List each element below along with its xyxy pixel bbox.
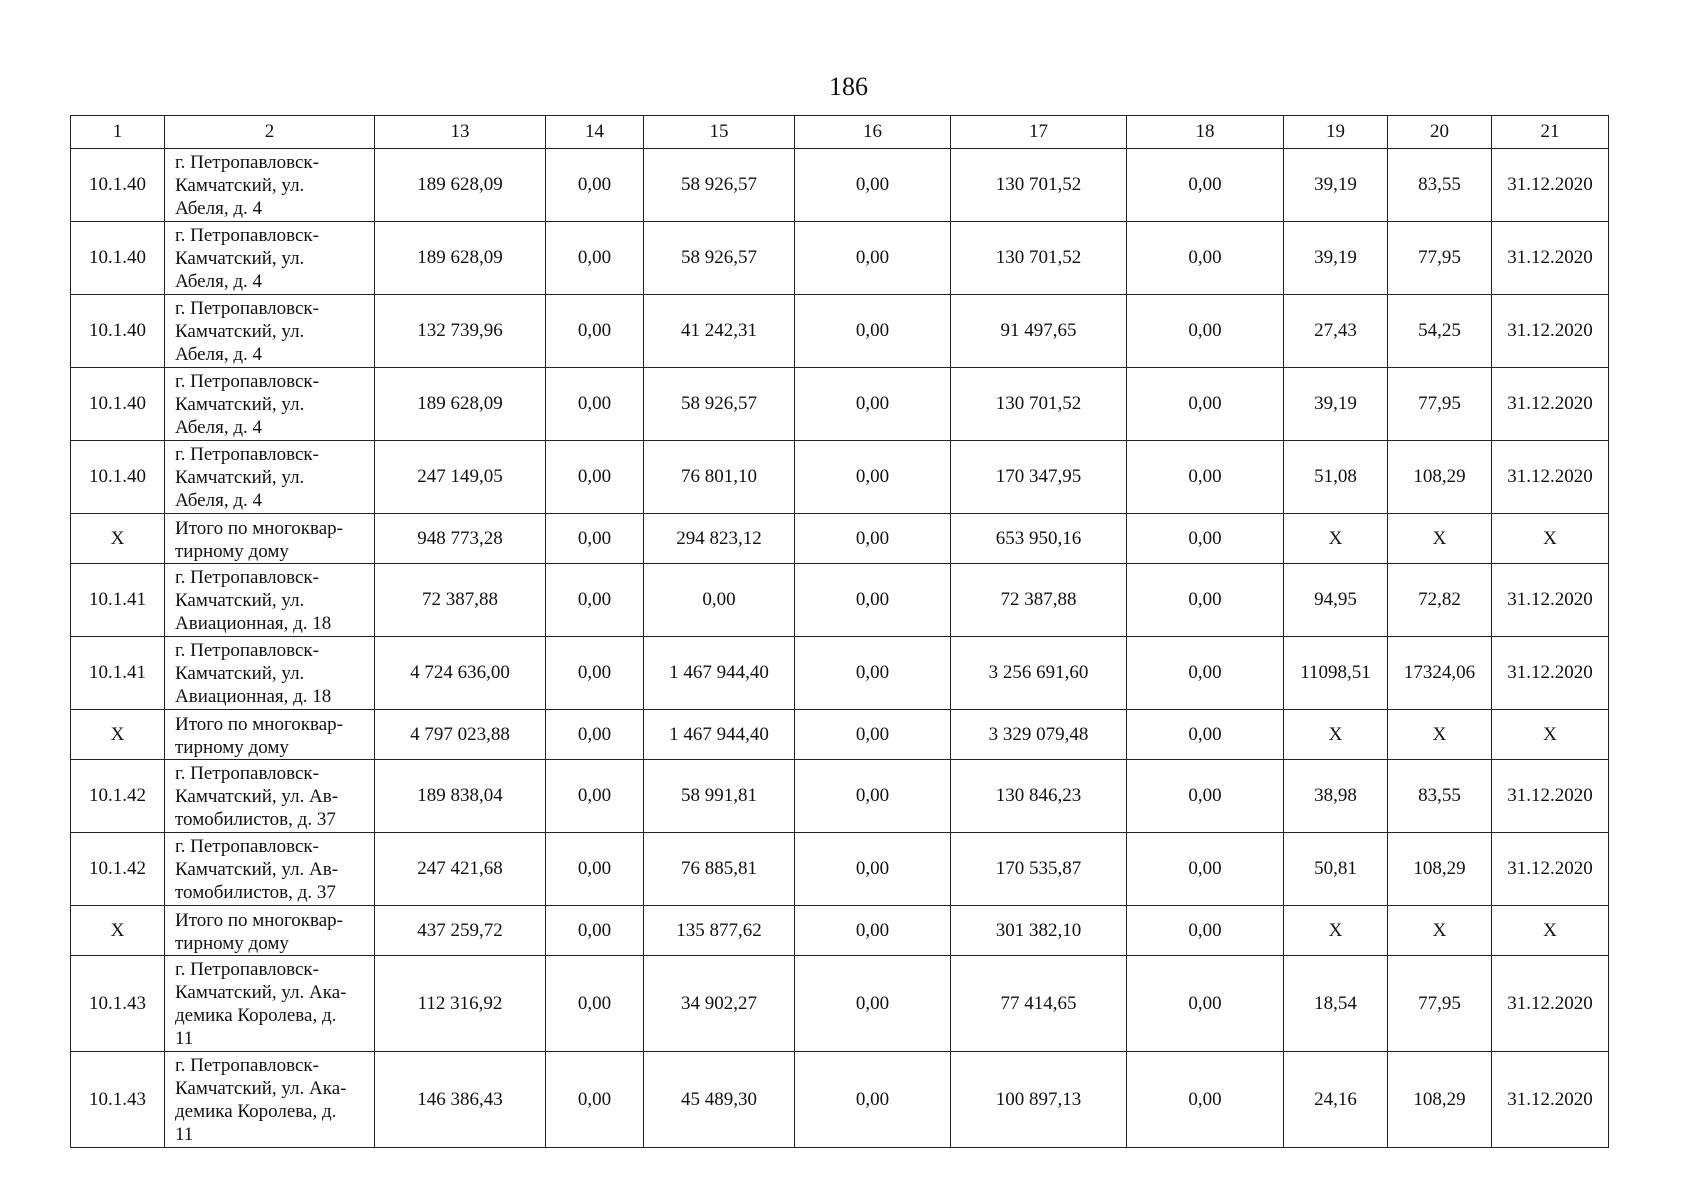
table-row: [71, 760, 1609, 833]
table-cell-col-14: 0,00: [546, 564, 644, 637]
header-cell-col-15: 15: [644, 116, 795, 149]
table-cell-col-13: 132 739,96: [375, 295, 546, 368]
table-cell-col-2: г. Петропавловск- Камчатский, ул. Авиационная, д. 18: [165, 564, 375, 637]
table-row: [71, 1052, 1609, 1148]
table-cell-col-14: 0,00: [546, 441, 644, 514]
table-cell-col-1: 10.1.40: [71, 441, 165, 514]
table-cell-col-2: Итого по многоквар- тирному дому: [165, 514, 375, 564]
table-cell-col-13: 4 797 023,88: [375, 710, 546, 760]
table-cell-col-19: 38,98: [1284, 760, 1388, 833]
table-cell-col-19: 50,81: [1284, 833, 1388, 906]
header-cell-col-14: 14: [546, 116, 644, 149]
table-cell-col-13: 4 724 636,00: [375, 637, 546, 710]
table-row: [71, 710, 1609, 760]
table-cell-col-13: 189 628,09: [375, 149, 546, 222]
table-cell-col-18: 0,00: [1127, 514, 1284, 564]
table-cell-col-20: 77,95: [1388, 222, 1492, 295]
table-cell-col-1: 10.1.42: [71, 833, 165, 906]
table-cell-col-20: 17324,06: [1388, 637, 1492, 710]
table-cell-col-14: 0,00: [546, 760, 644, 833]
table-cell-col-1: 10.1.43: [71, 1052, 165, 1148]
table-cell-col-1: 10.1.40: [71, 222, 165, 295]
table-cell-col-16: 0,00: [795, 906, 951, 956]
table-cell-col-16: 0,00: [795, 637, 951, 710]
table-cell-col-19: 24,16: [1284, 1052, 1388, 1148]
table-cell-col-20: 83,55: [1388, 149, 1492, 222]
table-cell-col-19: 27,43: [1284, 295, 1388, 368]
table-cell-col-17: 3 329 079,48: [951, 710, 1127, 760]
table-cell-col-20: 77,95: [1388, 956, 1492, 1052]
table-cell-col-16: 0,00: [795, 368, 951, 441]
table-cell-col-13: 146 386,43: [375, 1052, 546, 1148]
table-cell-col-15: 135 877,62: [644, 906, 795, 956]
table-cell-col-14: 0,00: [546, 222, 644, 295]
table-cell-col-15: 34 902,27: [644, 956, 795, 1052]
table-cell-col-21: 31.12.2020: [1492, 441, 1609, 514]
table-cell-col-15: 1 467 944,40: [644, 710, 795, 760]
header-cell-col-13: 13: [375, 116, 546, 149]
table-cell-col-2: г. Петропавловск- Камчатский, ул. Абеля, д. 4: [165, 222, 375, 295]
table-cell-col-16: 0,00: [795, 1052, 951, 1148]
table-cell-col-15: 58 926,57: [644, 149, 795, 222]
table-cell-col-20: 72,82: [1388, 564, 1492, 637]
table-cell-col-20: X: [1388, 710, 1492, 760]
table-cell-col-16: 0,00: [795, 833, 951, 906]
table-cell-col-1: 10.1.40: [71, 295, 165, 368]
table-cell-col-13: 189 628,09: [375, 222, 546, 295]
table-cell-col-21: 31.12.2020: [1492, 149, 1609, 222]
table-cell-col-17: 301 382,10: [951, 906, 1127, 956]
table-cell-col-18: 0,00: [1127, 222, 1284, 295]
table-row: [71, 514, 1609, 564]
table-cell-col-15: 58 991,81: [644, 760, 795, 833]
table-cell-col-14: 0,00: [546, 833, 644, 906]
table-cell-col-21: 31.12.2020: [1492, 295, 1609, 368]
table-cell-col-13: 247 421,68: [375, 833, 546, 906]
table-cell-col-21: 31.12.2020: [1492, 637, 1609, 710]
table-cell-col-14: 0,00: [546, 514, 644, 564]
table-cell-col-14: 0,00: [546, 637, 644, 710]
table-cell-col-15: 76 801,10: [644, 441, 795, 514]
table-cell-col-14: 0,00: [546, 710, 644, 760]
table-cell-col-19: X: [1284, 710, 1388, 760]
table-cell-col-13: 189 838,04: [375, 760, 546, 833]
table-cell-col-19: X: [1284, 514, 1388, 564]
table-cell-col-2: г. Петропавловск- Камчатский, ул. Ав- томобилистов, д. 37: [165, 833, 375, 906]
table-cell-col-13: 247 149,05: [375, 441, 546, 514]
table-cell-col-18: 0,00: [1127, 1052, 1284, 1148]
table-cell-col-18: 0,00: [1127, 368, 1284, 441]
table-cell-col-14: 0,00: [546, 1052, 644, 1148]
table-cell-col-17: 653 950,16: [951, 514, 1127, 564]
table-cell-col-18: 0,00: [1127, 637, 1284, 710]
table-cell-col-21: X: [1492, 514, 1609, 564]
table-cell-col-15: 1 467 944,40: [644, 637, 795, 710]
table-cell-col-1: 10.1.43: [71, 956, 165, 1052]
table-cell-col-15: 58 926,57: [644, 368, 795, 441]
table-cell-col-20: X: [1388, 514, 1492, 564]
table-cell-col-19: 51,08: [1284, 441, 1388, 514]
table-cell-col-13: 189 628,09: [375, 368, 546, 441]
table-cell-col-20: 83,55: [1388, 760, 1492, 833]
table-cell-col-20: 108,29: [1388, 441, 1492, 514]
table-cell-col-19: 11098,51: [1284, 637, 1388, 710]
table-cell-col-14: 0,00: [546, 295, 644, 368]
table-cell-col-17: 3 256 691,60: [951, 637, 1127, 710]
table-cell-col-18: 0,00: [1127, 295, 1284, 368]
table-cell-col-1: X: [71, 710, 165, 760]
table-cell-col-2: г. Петропавловск- Камчатский, ул. Ав- томобилистов, д. 37: [165, 760, 375, 833]
table-cell-col-18: 0,00: [1127, 906, 1284, 956]
table-cell-col-18: 0,00: [1127, 760, 1284, 833]
table-cell-col-2: Итого по многоквар- тирному дому: [165, 710, 375, 760]
table-cell-col-17: 91 497,65: [951, 295, 1127, 368]
table-cell-col-18: 0,00: [1127, 710, 1284, 760]
table-cell-col-18: 0,00: [1127, 149, 1284, 222]
table-cell-col-21: 31.12.2020: [1492, 833, 1609, 906]
header-cell-col-20: 20: [1388, 116, 1492, 149]
table-cell-col-20: 77,95: [1388, 368, 1492, 441]
table-cell-col-1: 10.1.40: [71, 368, 165, 441]
table-row: [71, 833, 1609, 906]
table-cell-col-17: 130 701,52: [951, 222, 1127, 295]
table-cell-col-14: 0,00: [546, 149, 644, 222]
table-row: [71, 222, 1609, 295]
table-cell-col-15: 41 242,31: [644, 295, 795, 368]
table-cell-col-16: 0,00: [795, 956, 951, 1052]
table-cell-col-1: 10.1.42: [71, 760, 165, 833]
header-cell-col-19: 19: [1284, 116, 1388, 149]
table-cell-col-17: 170 347,95: [951, 441, 1127, 514]
table-header: [71, 116, 1609, 149]
table-cell-col-16: 0,00: [795, 514, 951, 564]
table-cell-col-21: 31.12.2020: [1492, 222, 1609, 295]
table-cell-col-15: 76 885,81: [644, 833, 795, 906]
table-row: [71, 637, 1609, 710]
table-cell-col-21: 31.12.2020: [1492, 956, 1609, 1052]
table-cell-col-1: 10.1.41: [71, 637, 165, 710]
header-cell-col-18: 18: [1127, 116, 1284, 149]
header-row: [71, 116, 1609, 149]
table-cell-col-19: 39,19: [1284, 222, 1388, 295]
table-cell-col-16: 0,00: [795, 441, 951, 514]
table-cell-col-19: X: [1284, 906, 1388, 956]
table-cell-col-19: 39,19: [1284, 368, 1388, 441]
data-table: [70, 115, 1609, 1148]
table-cell-col-17: 130 701,52: [951, 149, 1127, 222]
table-row: [71, 564, 1609, 637]
table-cell-col-2: г. Петропавловск- Камчатский, ул. Ака- демика Королева, д. 11: [165, 1052, 375, 1148]
table-cell-col-1: X: [71, 514, 165, 564]
table-cell-col-21: 31.12.2020: [1492, 1052, 1609, 1148]
table-cell-col-17: 77 414,65: [951, 956, 1127, 1052]
table-row: [71, 295, 1609, 368]
table-cell-col-2: г. Петропавловск- Камчатский, ул. Авиационная, д. 18: [165, 637, 375, 710]
header-cell-col-16: 16: [795, 116, 951, 149]
table-row: [71, 956, 1609, 1052]
table-cell-col-2: Итого по многоквар- тирному дому: [165, 906, 375, 956]
table-cell-col-16: 0,00: [795, 149, 951, 222]
table-cell-col-20: 108,29: [1388, 833, 1492, 906]
table-cell-col-13: 437 259,72: [375, 906, 546, 956]
table-cell-col-14: 0,00: [546, 368, 644, 441]
page-number: 186: [829, 72, 868, 101]
table-cell-col-17: 130 846,23: [951, 760, 1127, 833]
table-cell-col-13: 112 316,92: [375, 956, 546, 1052]
table-cell-col-2: г. Петропавловск- Камчатский, ул. Ака- демика Королева, д. 11: [165, 956, 375, 1052]
table-cell-col-16: 0,00: [795, 222, 951, 295]
table-cell-col-1: 10.1.41: [71, 564, 165, 637]
table-cell-col-17: 170 535,87: [951, 833, 1127, 906]
table-cell-col-2: г. Петропавловск- Камчатский, ул. Абеля, д. 4: [165, 368, 375, 441]
table-cell-col-21: X: [1492, 906, 1609, 956]
table-cell-col-13: 72 387,88: [375, 564, 546, 637]
table-row: [71, 906, 1609, 956]
header-cell-col-21: 21: [1492, 116, 1609, 149]
table-cell-col-2: г. Петропавловск- Камчатский, ул. Абеля, д. 4: [165, 295, 375, 368]
table-cell-col-17: 72 387,88: [951, 564, 1127, 637]
table-row: [71, 149, 1609, 222]
table-cell-col-15: 58 926,57: [644, 222, 795, 295]
table-cell-col-18: 0,00: [1127, 564, 1284, 637]
table-cell-col-2: г. Петропавловск- Камчатский, ул. Абеля, д. 4: [165, 149, 375, 222]
table-cell-col-20: 108,29: [1388, 1052, 1492, 1148]
table-cell-col-17: 100 897,13: [951, 1052, 1127, 1148]
table-cell-col-15: 0,00: [644, 564, 795, 637]
table-cell-col-13: 948 773,28: [375, 514, 546, 564]
table-cell-col-21: 31.12.2020: [1492, 368, 1609, 441]
table-cell-col-21: X: [1492, 710, 1609, 760]
table-cell-col-2: г. Петропавловск- Камчатский, ул. Абеля, д. 4: [165, 441, 375, 514]
table-cell-col-14: 0,00: [546, 906, 644, 956]
table-cell-col-19: 18,54: [1284, 956, 1388, 1052]
table-cell-col-1: X: [71, 906, 165, 956]
header-cell-col-1: 1: [71, 116, 165, 149]
table-body: [71, 149, 1609, 1148]
table-cell-col-18: 0,00: [1127, 441, 1284, 514]
table-cell-col-17: 130 701,52: [951, 368, 1127, 441]
table-cell-col-18: 0,00: [1127, 833, 1284, 906]
table-cell-col-16: 0,00: [795, 760, 951, 833]
table-cell-col-21: 31.12.2020: [1492, 760, 1609, 833]
header-cell-col-17: 17: [951, 116, 1127, 149]
table-cell-col-14: 0,00: [546, 956, 644, 1052]
table-cell-col-1: 10.1.40: [71, 149, 165, 222]
table-cell-col-21: 31.12.2020: [1492, 564, 1609, 637]
table-cell-col-15: 294 823,12: [644, 514, 795, 564]
table-cell-col-15: 45 489,30: [644, 1052, 795, 1148]
table-cell-col-19: 39,19: [1284, 149, 1388, 222]
header-cell-col-2: 2: [165, 116, 375, 149]
table-cell-col-16: 0,00: [795, 295, 951, 368]
table-cell-col-19: 94,95: [1284, 564, 1388, 637]
table-cell-col-16: 0,00: [795, 710, 951, 760]
table-row: [71, 368, 1609, 441]
table-cell-col-18: 0,00: [1127, 956, 1284, 1052]
table-cell-col-20: 54,25: [1388, 295, 1492, 368]
table-cell-col-16: 0,00: [795, 564, 951, 637]
table-cell-col-20: X: [1388, 906, 1492, 956]
table-row: [71, 441, 1609, 514]
